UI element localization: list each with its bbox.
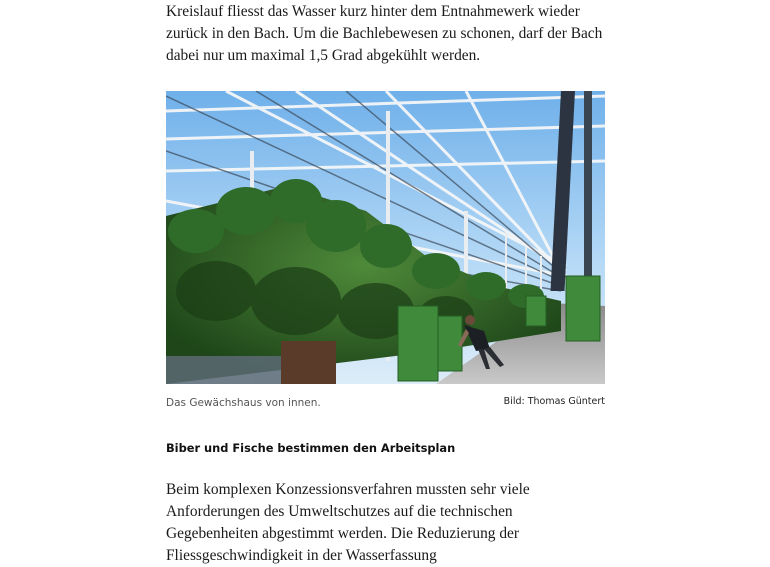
photo-credit: Bild: Thomas Güntert <box>503 396 605 407</box>
body-paragraph: Beim komplexen Konzessionsverfahren mussten sehr viele Anforderungen des Umweltschutzes auf die technischen Gegebenheiten abgestimmt werden. Die Reduzierung der Fliessgeschwindigkeit in der Wasserfassung <box>166 481 530 564</box>
greenhouse-photo <box>166 91 605 384</box>
figure-caption-row <box>166 397 605 413</box>
intro-paragraph: Kreislauf fliesst das Wasser kurz hinter dem Entnahmewerk wieder zurück in den Bach. Um die Bachlebewesen zu schonen, darf der Bach dabei nur um maximal 1,5 Grad abgekühlt werden. <box>166 3 603 64</box>
section-subheading: Biber und Fische bestimmen den Arbeitsplan <box>166 441 456 455</box>
figure-caption: Das Gewächshaus von innen. <box>166 397 321 409</box>
